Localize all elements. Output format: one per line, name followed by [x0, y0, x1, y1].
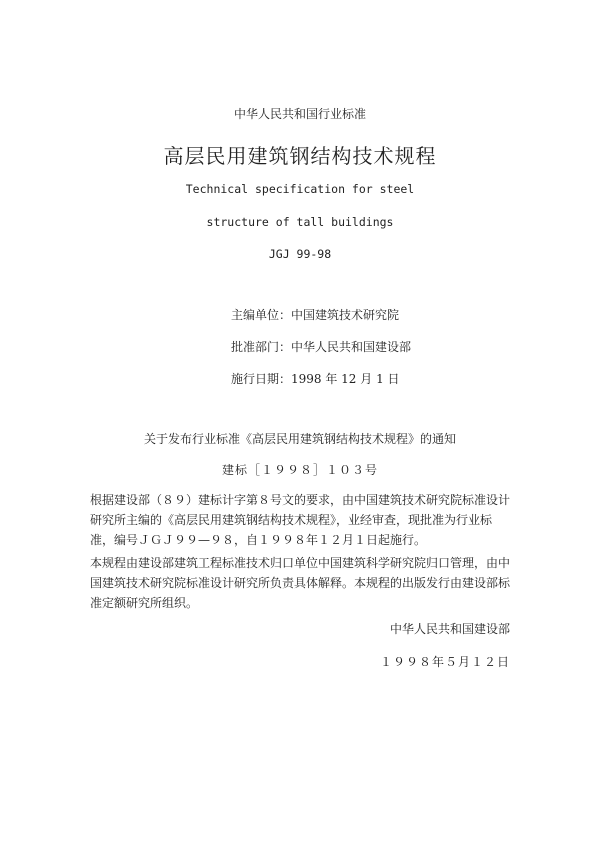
- document-title-en-line2: structure of tall buildings: [206, 215, 394, 229]
- document-title-cn: 高层民用建筑钢结构技术规程: [163, 144, 437, 168]
- notice-title: 关于发布行业标准《高层民用建筑钢结构技术规程》的通知: [143, 432, 456, 446]
- notice-file-number: 建标［１９９８］１０３号: [221, 463, 378, 477]
- notice-date: １９９８年５月１２日: [379, 655, 510, 669]
- notice-issuer: 中华人民共和国建设部: [389, 622, 510, 636]
- effective-date: 施行日期：1998 年 12 月 1 日: [231, 372, 400, 386]
- notice-paragraph-2: 本规程由建设部建筑工程标准技术归口单位中国建筑科学研究院归口管理，由中国建筑技术研究院标准设计研究所负责具体解释。本规程的出版发行由建设部标准定额研究所组织。: [90, 556, 511, 610]
- standard-category: 中华人民共和国行业标准: [233, 107, 366, 121]
- notice-paragraph-1: 根据建设部（８９）建标计字第８号文的要求，由中国建筑技术研究院标准设计研究所主编的《高层民用建筑钢结构技术规程》，业经审查，现批准为行业标准，编号ＪＧＪ９９—９８，自１９９８年１２月１日起施行。: [90, 493, 511, 547]
- editor-unit: 主编单位：中国建筑技术研究院: [231, 308, 400, 322]
- standard-code: JGJ 99-98: [268, 247, 332, 261]
- approval-department: 批准部门：中华人民共和国建设部: [231, 340, 412, 354]
- document-title-en-line1: Technical specification for steel: [185, 182, 415, 196]
